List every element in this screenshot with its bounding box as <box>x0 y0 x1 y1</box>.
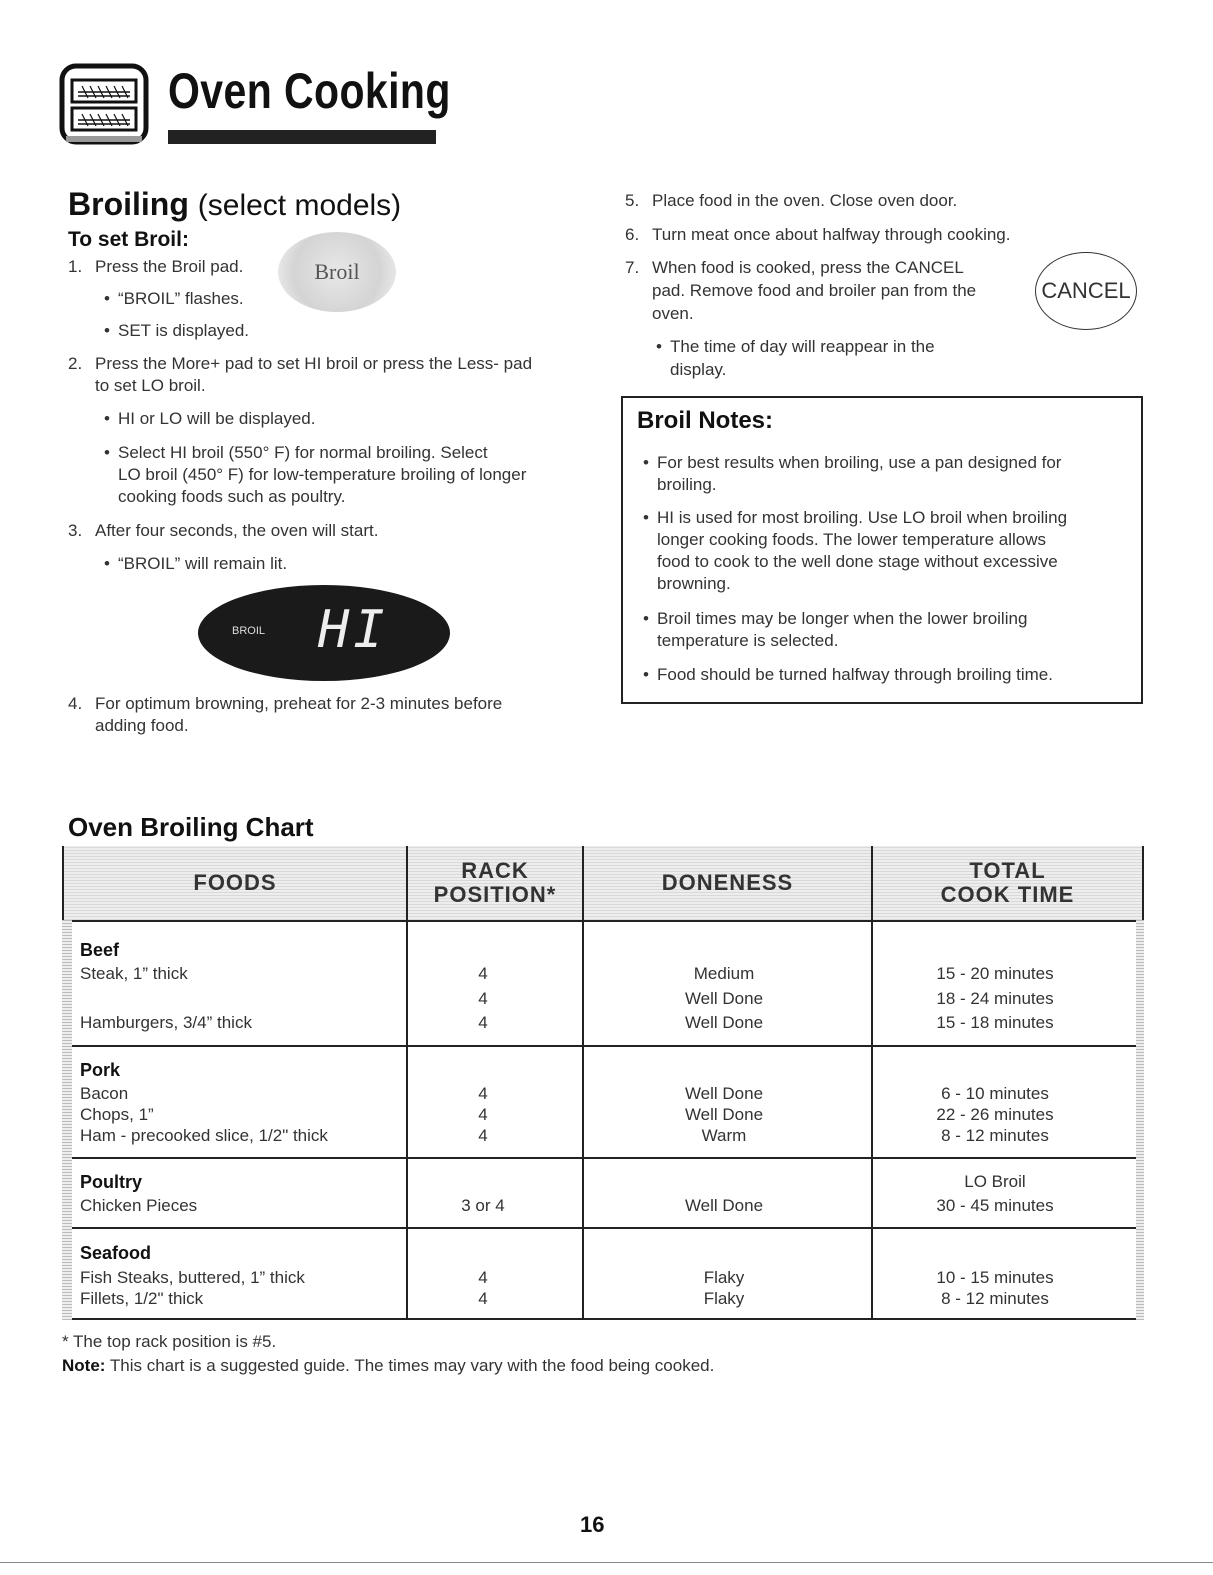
header-total-cook-time-label: TOTAL COOK TIME <box>940 858 1075 907</box>
table-cell-rack: 4 <box>478 1013 488 1032</box>
table-cell-food: Chicken Pieces <box>80 1196 198 1215</box>
table-cell-food: Chops, 1” <box>80 1105 154 1124</box>
note-label: Note: <box>62 1356 106 1375</box>
set-broil-subtitle: To set Broil: <box>68 228 189 251</box>
step-5-number: 5. <box>625 191 640 210</box>
right-shade-bar <box>1136 920 1144 1320</box>
table-cell-time: 15 - 18 minutes <box>936 1013 1054 1032</box>
table-cell-time: 30 - 45 minutes <box>936 1196 1054 1215</box>
table-cell-time: 8 - 12 minutes <box>941 1289 1049 1308</box>
table-cell-doneness: Medium <box>693 964 755 983</box>
table-cell-doneness: Well Done <box>684 989 764 1008</box>
table-cell-food: Steak, 1” thick <box>80 964 188 983</box>
table-cell-rack: 4 <box>478 1084 488 1103</box>
category-pork: Pork <box>80 1060 121 1080</box>
table-cell-rack: 3 or 4 <box>461 1196 505 1215</box>
table-cell-rack: 4 <box>478 989 488 1008</box>
header-total-cook-time <box>873 846 1142 920</box>
note-2-line-3: food to cook to the well done stage without excessive <box>657 552 1058 571</box>
broiling-title-suffix: (select models) <box>197 189 402 222</box>
broil-notes-title: Broil Notes: <box>637 407 774 434</box>
table-cell-doneness: Warm <box>701 1126 747 1145</box>
col-divider-3 <box>871 846 873 1320</box>
row-divider-header <box>62 920 1144 922</box>
broil-pad-graphic <box>278 232 396 312</box>
table-cell-doneness: Well Done <box>684 1196 764 1215</box>
bottom-divider <box>0 1562 1213 1563</box>
table-cell-doneness: Flaky <box>703 1268 745 1287</box>
page-title: Oven Cooking <box>168 63 451 119</box>
rack-footnote: * The top rack position is #5. <box>62 1332 277 1351</box>
step-4-line-2: adding food. <box>95 716 189 735</box>
oven-icon <box>58 62 150 148</box>
step-2-number: 2. <box>68 354 83 373</box>
note-text: This chart is a suggested guide. The times may vary with the food being cooked. <box>109 1356 715 1375</box>
table-cell-food: Bacon <box>80 1084 129 1103</box>
note-3-line-1: • Broil times may be longer when the lower broiling <box>657 608 1027 630</box>
table-cell-rack: 4 <box>478 1289 488 1308</box>
step-3-text: After four seconds, the oven will start. <box>95 521 379 540</box>
chart-note <box>62 1356 714 1376</box>
cancel-pad-graphic <box>1035 252 1137 330</box>
table-cell-doneness: Flaky <box>703 1289 745 1308</box>
step-6-text: Turn meat once about halfway through cooking. <box>652 225 1011 244</box>
note-2-line-4: browning. <box>657 574 731 593</box>
step-1-bullet-1: • “BROIL” flashes. <box>118 288 244 310</box>
row-divider-beef <box>62 1045 1144 1047</box>
table-cell-doneness: Well Done <box>684 1084 764 1103</box>
step-7-number: 7. <box>625 258 640 277</box>
broiling-heading <box>68 186 401 223</box>
category-seafood: Seafood <box>80 1243 152 1263</box>
step-1-bullet-2: • SET is displayed. <box>118 320 249 342</box>
table-cell-time-note: LO Broil <box>964 1172 1026 1191</box>
header-rack-position <box>408 846 582 920</box>
table-cell-time: 15 - 20 minutes <box>936 964 1054 983</box>
col-divider-1 <box>406 846 408 1320</box>
title-underline <box>168 130 436 144</box>
step-2-bullet-2-line-2: LO broil (450° F) for low-temperature broiling of longer <box>118 465 527 484</box>
step-2-line-1: Press the More+ pad to set HI broil or press the Less- pad <box>95 354 533 373</box>
left-shade-bar <box>62 920 72 1320</box>
table-cell-food: Ham - precooked slice, 1/2" thick <box>80 1126 328 1145</box>
broil-pad-label: Broil <box>314 259 360 284</box>
row-divider-pork <box>62 1157 1144 1159</box>
note-1-line-1: • For best results when broiling, use a pan designed for <box>657 452 1061 474</box>
step-2-bullet-2-line-1: • Select HI broil (550° F) for normal broiling. Select <box>118 442 488 464</box>
header-foods: FOODS <box>64 846 406 920</box>
display-broil-label: BROIL <box>232 625 266 637</box>
table-cell-food: Fillets, 1/2" thick <box>80 1289 204 1308</box>
note-2-line-1: • HI is used for most broiling. Use LO broil when broiling <box>657 507 1067 529</box>
step-4-number: 4. <box>68 694 83 713</box>
table-cell-rack: 4 <box>478 1105 488 1124</box>
header-rack-position-label: RACK POSITION* <box>433 858 557 907</box>
step-3-number: 3. <box>68 521 83 540</box>
step-1-text: Press the Broil pad. <box>95 257 244 276</box>
table-cell-rack: 4 <box>478 1268 488 1287</box>
step-7-line-2: pad. Remove food and broiler pan from the <box>652 281 977 300</box>
table-cell-rack: 4 <box>478 1126 488 1145</box>
table-cell-time: 10 - 15 minutes <box>936 1268 1054 1287</box>
table-cell-time: 6 - 10 minutes <box>941 1084 1049 1103</box>
table-cell-food: Hamburgers, 3/4” thick <box>80 1013 252 1032</box>
broiling-title: Broiling <box>68 186 189 222</box>
header-doneness: DONENESS <box>584 846 871 920</box>
chart-title: Oven Broiling Chart <box>68 812 314 842</box>
table-cell-food: Fish Steaks, buttered, 1” thick <box>80 1268 305 1287</box>
table-cell-time: 18 - 24 minutes <box>936 989 1054 1008</box>
note-1-line-2: broiling. <box>657 475 717 494</box>
display-value: HI <box>318 600 389 660</box>
page-number: 16 <box>580 1512 605 1537</box>
note-2-line-2: longer cooking foods. The lower temperature allows <box>657 530 1047 549</box>
step-7-bullet-line-1: • The time of day will reappear in the <box>670 336 935 358</box>
table-cell-time: 22 - 26 minutes <box>936 1105 1054 1124</box>
col-divider-2 <box>582 846 584 1320</box>
row-divider-poultry <box>62 1227 1144 1229</box>
note-3-line-2: temperature is selected. <box>657 631 839 650</box>
step-5-text: Place food in the oven. Close oven door. <box>652 191 958 210</box>
step-7-bullet-line-2: display. <box>670 360 727 379</box>
table-cell-doneness: Well Done <box>684 1105 764 1124</box>
note-4: • Food should be turned halfway through broiling time. <box>657 664 1053 686</box>
cancel-pad-label: CANCEL <box>1041 278 1131 303</box>
table-cell-doneness: Well Done <box>684 1013 764 1032</box>
step-2-line-2: to set LO broil. <box>95 376 206 395</box>
step-6-number: 6. <box>625 225 640 244</box>
category-beef: Beef <box>80 940 120 960</box>
step-2-bullet-1: • HI or LO will be displayed. <box>118 408 315 430</box>
step-3-bullet-1: • “BROIL” will remain lit. <box>118 553 287 575</box>
table-cell-time: 8 - 12 minutes <box>941 1126 1049 1145</box>
step-7-line-1: When food is cooked, press the CANCEL <box>652 258 964 277</box>
step-1-number: 1. <box>68 257 83 276</box>
step-4-line-1: For optimum browning, preheat for 2-3 minutes before <box>95 694 503 713</box>
table-cell-rack: 4 <box>478 964 488 983</box>
step-2-bullet-2-line-3: cooking foods such as poultry. <box>118 487 346 506</box>
category-poultry: Poultry <box>80 1172 143 1192</box>
step-7-line-3: oven. <box>652 304 694 323</box>
